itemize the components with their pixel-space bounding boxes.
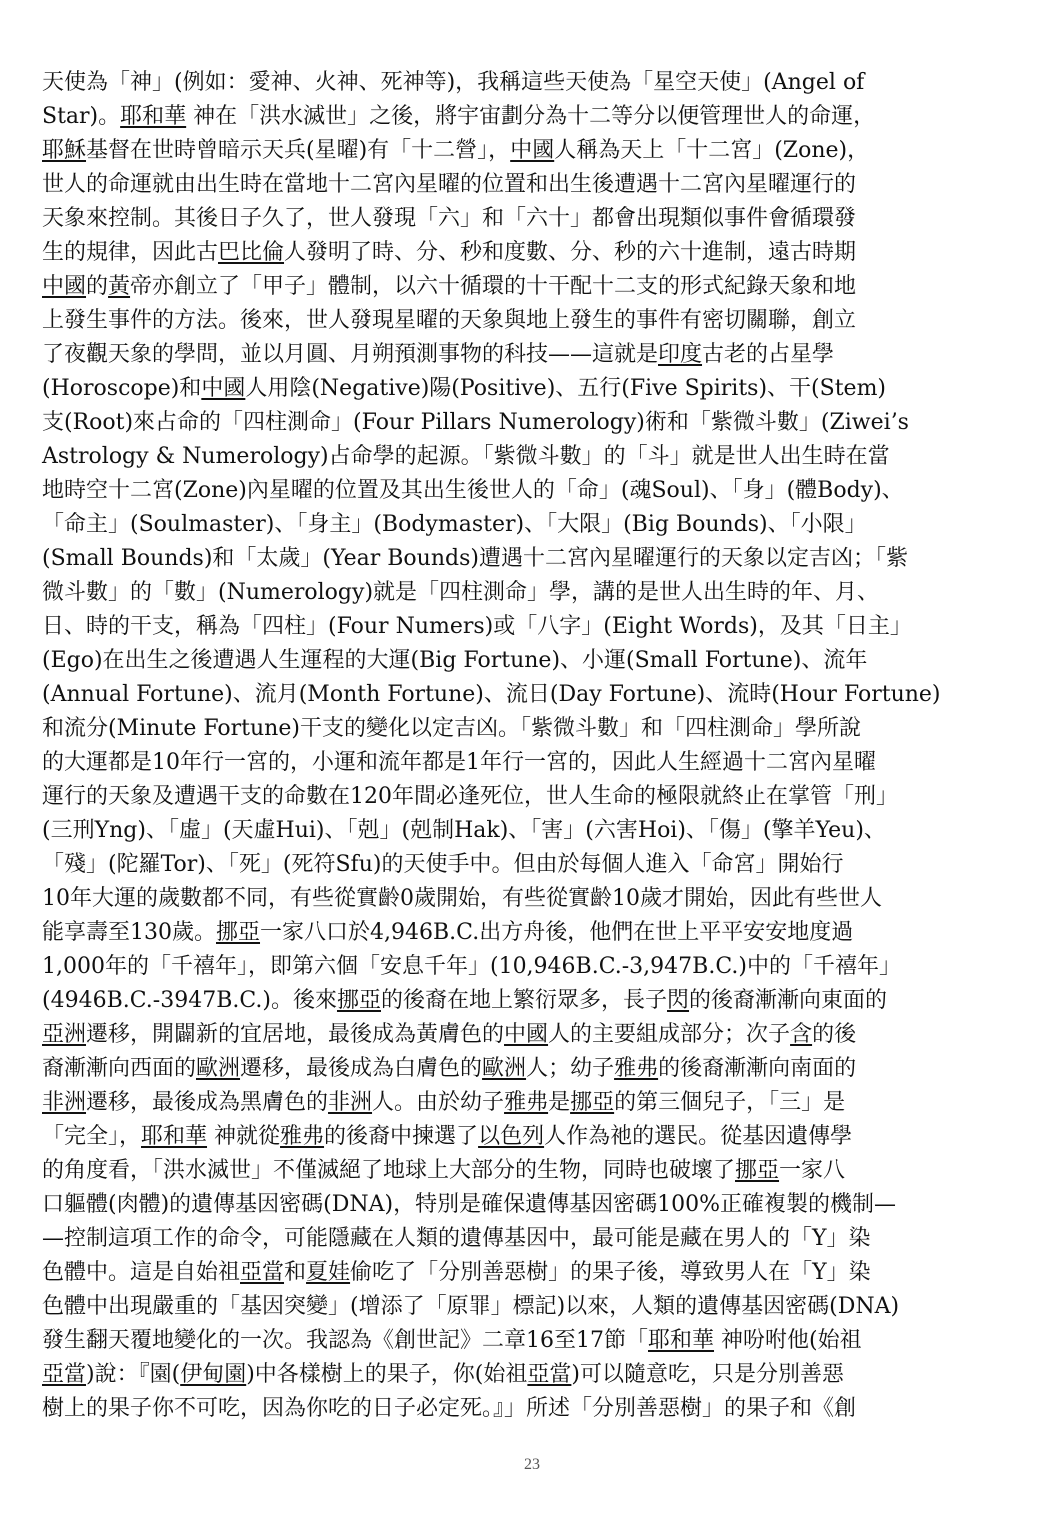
- text-line: [42, 270, 1020, 304]
- text-segment: 地時空十二宮(Zone)內星曜的位置及其出生後世人的「命」(魂Soul)、「身」(體Body)、: [42, 478, 904, 503]
- underlined-proper-noun: 耶和華: [648, 1328, 715, 1353]
- underlined-proper-noun: 耶穌: [42, 138, 87, 163]
- text-segment: (Ego)在出生之後遭遇人生運程的大運(Big Fortune)、小運(Small Fortune)、流年: [42, 648, 868, 673]
- text-segment: 天象來控制。其後日子久了，世人發現「六」和「六十」都會出現類似事件會循環發: [42, 206, 857, 231]
- text-line: [42, 406, 1020, 440]
- text-line: [42, 1358, 1020, 1392]
- text-segment: Star)。: [42, 104, 121, 129]
- underlined-proper-noun: 挪亞: [735, 1158, 780, 1183]
- text-line: [42, 780, 1020, 814]
- underlined-proper-noun: 挪亞: [216, 920, 261, 945]
- text-segment: )中各樣樹上的果子，你(始祖: [246, 1362, 528, 1387]
- text-segment: (Small Bounds)和「太歲」(Year Bounds)遭遇十二宮內星曜運行的天象以定吉凶；「紫: [42, 546, 908, 571]
- text-line: [42, 1324, 1020, 1358]
- text-segment: 人；幼子: [526, 1056, 615, 1081]
- underlined-proper-noun: 挪亞: [570, 1090, 615, 1115]
- underlined-proper-noun: 印度: [658, 342, 703, 367]
- text-line: [42, 882, 1020, 916]
- text-segment: 是: [548, 1090, 571, 1115]
- underlined-proper-noun: 歐洲: [196, 1056, 241, 1081]
- text-line: [42, 508, 1020, 542]
- text-line: [42, 1086, 1020, 1120]
- text-segment: 遷移，最後成為黑膚色的: [86, 1090, 329, 1115]
- text-line: [42, 542, 1020, 576]
- text-segment: 的大運都是10年行一宮的，小運和流年都是1年行一宮的，因此人生經過十二宮內星曜: [42, 750, 876, 775]
- underlined-proper-noun: 雅弗: [504, 1090, 549, 1115]
- text-line: [42, 372, 1020, 406]
- underlined-proper-noun: 耶和華: [120, 104, 187, 129]
- body-text: [42, 66, 1020, 1426]
- text-segment: 「完全」，: [42, 1124, 142, 1149]
- text-segment: 的後: [812, 1022, 857, 1047]
- underlined-proper-noun: 雅弗: [280, 1124, 325, 1149]
- text-segment: 日、時的干支，稱為「四柱」(Four Numers)或「八字」(Eight Words)，及其「日主」: [42, 614, 912, 639]
- text-segment: 人稱為天上「十二宮」(Zone)，: [554, 138, 870, 163]
- text-line: [42, 1018, 1020, 1052]
- text-segment: 一家八口於4,946B.C.出方舟後，他們在世上平平安安地度過: [260, 920, 854, 945]
- text-segment: 的後裔漸漸向東面的: [689, 988, 888, 1013]
- underlined-proper-noun: 巴比倫: [218, 240, 285, 265]
- underlined-proper-noun: 伊甸園: [180, 1362, 247, 1387]
- underlined-proper-noun: 中國: [201, 376, 246, 401]
- text-segment: 神吩咐他(始祖: [714, 1328, 862, 1353]
- page-number: 23: [524, 1456, 540, 1473]
- text-segment: 人的主要組成部分；次子: [548, 1022, 791, 1047]
- text-line: [42, 100, 1020, 134]
- text-segment: 的角度看，「洪水滅世」不僅滅絕了地球上大部分的生物，同時也破壞了: [42, 1158, 736, 1183]
- text-segment: 神就從: [207, 1124, 281, 1149]
- text-line: [42, 576, 1020, 610]
- text-segment: 人發明了時、分、秒和度數、分、秒的六十進制，遠古時期: [284, 240, 857, 265]
- text-segment: 微斗數」的「數」(Numerology)就是「四柱測命」學，講的是世人出生時的年、月、: [42, 580, 880, 605]
- text-line: [42, 678, 1020, 712]
- text-line: [42, 848, 1020, 882]
- text-segment: (Annual Fortune)、流月(Month Fortune)、流日(Day Fortune)、流時(Hour Fortune): [42, 682, 941, 707]
- text-line: [42, 440, 1020, 474]
- text-line: [42, 304, 1020, 338]
- underlined-proper-noun: 亞當: [240, 1260, 285, 1285]
- text-segment: 1,000年的「千禧年」，即第六個「安息千年」(10,946B.C.-3,947B.C.)中的「千禧年」: [42, 954, 901, 979]
- text-line: [42, 1052, 1020, 1086]
- text-line: [42, 1222, 1020, 1256]
- text-line: [42, 644, 1020, 678]
- text-segment: 能享壽至130歲。: [42, 920, 216, 945]
- underlined-proper-noun: 黃: [108, 274, 131, 299]
- text-segment: 遷移，最後成為白膚色的: [240, 1056, 483, 1081]
- text-segment: (4946B.C.-3947B.C.)。後來: [42, 988, 337, 1013]
- text-line: [42, 202, 1020, 236]
- text-segment: 的第三個兒子，「三」是: [614, 1090, 846, 1115]
- text-segment: 神在「洪水滅世」之後，將宇宙劃分為十二等分以便管理世人的命運，: [186, 104, 876, 129]
- underlined-proper-noun: 閃: [667, 988, 690, 1013]
- text-segment: —控制這項工作的命令，可能隱藏在人類的遺傳基因中，最可能是藏在男人的「Y」染: [42, 1226, 871, 1251]
- underlined-proper-noun: 中國: [504, 1022, 549, 1047]
- text-segment: )可以隨意吃，只是分別善惡: [571, 1362, 844, 1387]
- text-segment: (三刑Yng)、「虛」(天虛Hui)、「剋」(剋制Hak)、「害」(六害Hoi)、「傷」(擎羊Yeu)、: [42, 818, 886, 843]
- text-segment: 古老的占星學: [702, 342, 835, 367]
- text-segment: 人作為祂的選民。從基因遺傳學: [544, 1124, 853, 1149]
- text-line: [42, 984, 1020, 1018]
- underlined-proper-noun: 亞當: [527, 1362, 572, 1387]
- text-segment: 了夜觀天象的學問，並以月圓、月朔預測事物的科技——這就是: [42, 342, 659, 367]
- underlined-proper-noun: 中國: [42, 274, 87, 299]
- text-segment: 人。由於幼子: [372, 1090, 505, 1115]
- text-segment: 發生翻天覆地變化的一次。我認為《創世記》二章16至17節「: [42, 1328, 648, 1353]
- text-segment: 的: [86, 274, 109, 299]
- text-segment: 上發生事件的方法。後來，世人發現星曜的天象與地上發生的事件有密切關聯，創立: [42, 308, 857, 333]
- text-segment: (Horoscope)和: [42, 376, 202, 401]
- underlined-proper-noun: 非洲: [42, 1090, 87, 1115]
- text-line: [42, 610, 1020, 644]
- text-line: [42, 746, 1020, 780]
- underlined-proper-noun: 亞洲: [42, 1022, 87, 1047]
- text-segment: 口軀體(肉體)的遺傳基因密碼(DNA)，特別是確保遺傳基因密碼100%正確複製的機制—: [42, 1192, 897, 1217]
- text-line: [42, 1188, 1020, 1222]
- text-segment: 和: [284, 1260, 307, 1285]
- text-segment: 10年大運的歲數都不同，有些從實齡0歲開始，有些從實齡10歲才開始，因此有些世人: [42, 886, 882, 911]
- text-segment: 的後裔在地上繁衍眾多，長子: [381, 988, 668, 1013]
- text-segment: 支(Root)來占命的「四柱測命」(Four Pillars Numerology)術和「紫微斗數」(Ziwei’s: [42, 410, 909, 435]
- text-line: [42, 474, 1020, 508]
- text-line: [42, 134, 1020, 168]
- text-line: [42, 1392, 1020, 1426]
- text-segment: 的後裔漸漸向南面的: [658, 1056, 857, 1081]
- underlined-proper-noun: 挪亞: [336, 988, 381, 1013]
- text-segment: 一家八: [779, 1158, 846, 1183]
- text-line: [42, 950, 1020, 984]
- text-segment: 遷移，開闢新的宜居地，最後成為黃膚色的: [86, 1022, 505, 1047]
- underlined-proper-noun: 以色列: [478, 1124, 545, 1149]
- text-segment: 生的規律，因此古: [42, 240, 219, 265]
- underlined-proper-noun: 含: [790, 1022, 813, 1047]
- text-line: [42, 814, 1020, 848]
- text-line: [42, 338, 1020, 372]
- text-line: [42, 66, 1020, 100]
- underlined-proper-noun: 亞當: [42, 1362, 87, 1387]
- text-segment: 帝亦創立了「甲子」體制，以六十循環的十干配十二支的形式紀錄天象和地: [130, 274, 857, 299]
- text-segment: Astrology & Numerology)占命學的起源。「紫微斗數」的「斗」就是世人出生時在當: [42, 444, 890, 469]
- text-line: [42, 1256, 1020, 1290]
- text-segment: 天使為「神」(例如：愛神、火神、死神等)，我稱這些天使為「星空天使」(Angel of: [42, 70, 865, 95]
- underlined-proper-noun: 雅弗: [614, 1056, 659, 1081]
- text-segment: )說：『園(: [86, 1362, 181, 1387]
- text-segment: 色體中。這是自始祖: [42, 1260, 241, 1285]
- underlined-proper-noun: 中國: [510, 138, 555, 163]
- text-segment: 人用陰(Negative)陽(Positive)、五行(Five Spirits)、干(Stem): [245, 376, 887, 401]
- text-segment: 運行的天象及遭遇干支的命數在120年間必逢死位，世人生命的極限就終止在掌管「刑」: [42, 784, 898, 809]
- underlined-proper-noun: 歐洲: [482, 1056, 527, 1081]
- text-line: [42, 916, 1020, 950]
- underlined-proper-noun: 耶和華: [141, 1124, 208, 1149]
- underlined-proper-noun: 夏娃: [306, 1260, 351, 1285]
- text-segment: 偷吃了「分別善惡樹」的果子後，導致男人在「Y」染: [350, 1260, 871, 1285]
- text-segment: 和流分(Minute Fortune)干支的變化以定吉凶。「紫微斗數」和「四柱測命」學所說: [42, 716, 861, 741]
- text-segment: 的後裔中揀選了: [324, 1124, 479, 1149]
- text-segment: 世人的命運就由出生時在當地十二宮內星曜的位置和出生後遭遇十二宮內星曜運行的: [42, 172, 857, 197]
- text-segment: 「命主」(Soulmaster)、「身主」(Bodymaster)、「大限」(Big Bounds)、「小限」: [42, 512, 867, 537]
- text-segment: 「殘」(陀羅Tor)、「死」(死符Sfu)的天使手中。但由於每個人進入「命宮」開始行: [42, 852, 844, 877]
- text-segment: 色體中出現嚴重的「基因突變」(增添了「原罪」標記)以來，人類的遺傳基因密碼(DNA): [42, 1294, 900, 1319]
- text-segment: 樹上的果子你不可吃，因為你吃的日子必定死。』」所述「分別善惡樹」的果子和《創: [42, 1396, 857, 1421]
- text-line: [42, 1120, 1020, 1154]
- text-line: [42, 236, 1020, 270]
- text-line: [42, 712, 1020, 746]
- text-line: [42, 1290, 1020, 1324]
- underlined-proper-noun: 非洲: [328, 1090, 373, 1115]
- text-segment: 基督在世時曾暗示天兵(星曜)有「十二營」，: [86, 138, 511, 163]
- text-line: [42, 168, 1020, 202]
- text-segment: 裔漸漸向西面的: [42, 1056, 197, 1081]
- text-line: [42, 1154, 1020, 1188]
